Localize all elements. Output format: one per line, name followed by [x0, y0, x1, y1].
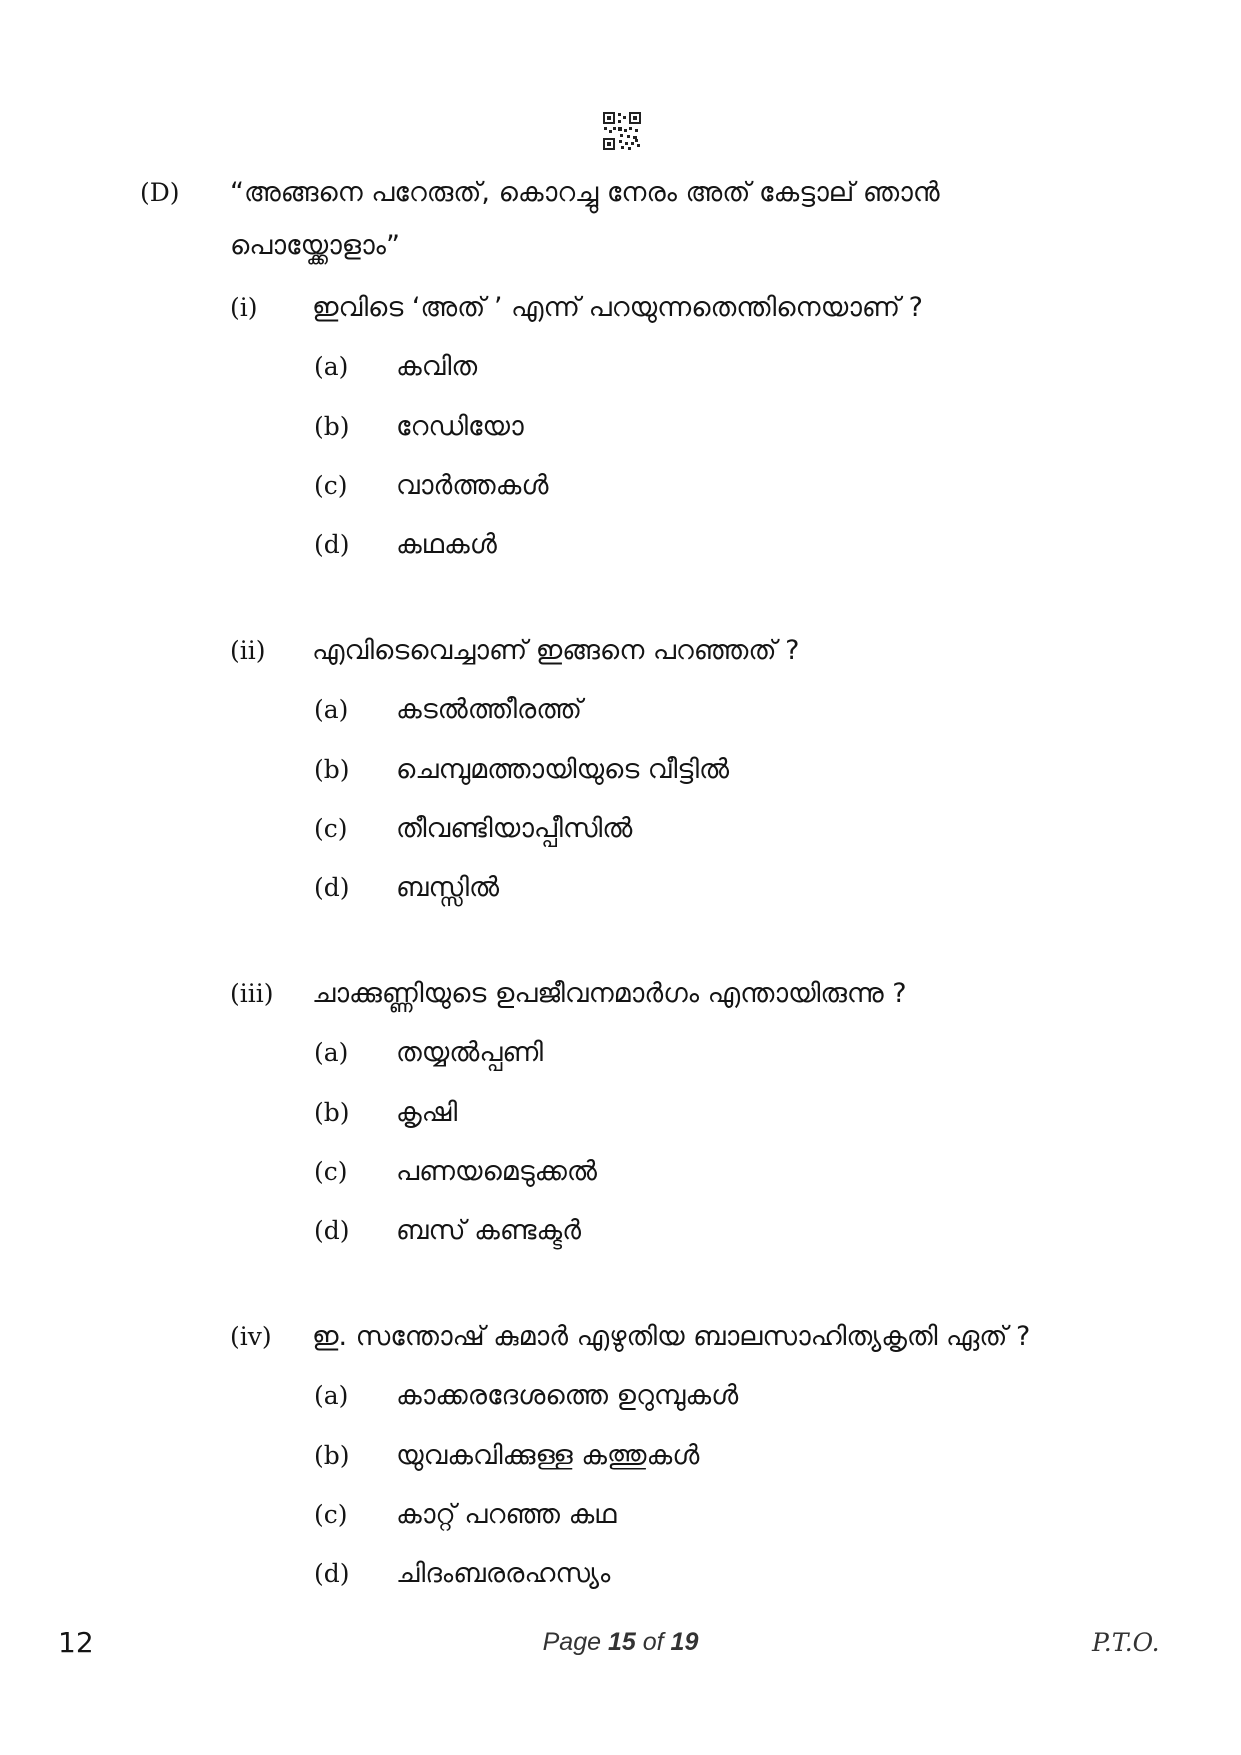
option-text: ചെമ്പുമത്തായിയുടെ വീട്ടിൽ — [396, 754, 730, 785]
option-label: (a) — [314, 1038, 349, 1067]
option-text: കടൽത്തീരത്ത് — [396, 694, 583, 725]
option-label: (a) — [314, 1381, 349, 1410]
sub-question-text: എവിടെവെച്ചാണ് ഇങ്ങനെ പറഞ്ഞത് ? — [312, 635, 800, 666]
question-quote-line1: “അങ്ങനെ പറേരുത്, കൊറച്ചു നേരം അത് കേട്ടാല് ഞാൻ — [230, 177, 940, 208]
option-text: കൃഷി — [396, 1097, 458, 1128]
option-text: കാറ്റ് പറഞ്ഞ കഥ — [396, 1499, 617, 1530]
option-label: (d) — [314, 1216, 350, 1245]
option-text: ബസ്സിൽ — [396, 872, 500, 903]
option-label: (c) — [314, 1157, 348, 1186]
sub-question-label: (iii) — [230, 979, 274, 1008]
page-current: 15 — [607, 1628, 636, 1656]
option-label: (c) — [314, 471, 348, 500]
option-text: തീവണ്ടിയാപ്പീസിൽ — [396, 813, 633, 844]
option-label: (a) — [314, 695, 349, 724]
option-label: (c) — [314, 814, 348, 843]
option-text: ചിദംബരരഹസ്യം — [396, 1558, 611, 1589]
sub-question-text: ഇവിടെ ‘അത് ’ എന്ന് പറയുന്നതെന്തിനെയാണ് ? — [312, 292, 924, 323]
sub-question-text: ഇ. സന്തോഷ് കുമാർ എഴുതിയ ബാലസാഹിത്യകൃതി ഏത് ? — [312, 1321, 1031, 1352]
question-label: (D) — [140, 178, 180, 207]
sub-question-label: (iv) — [230, 1322, 272, 1351]
option-label: (b) — [314, 1098, 350, 1127]
option-text: തയ്യൽപ്പണി — [396, 1037, 543, 1068]
qr-code-icon — [602, 111, 642, 151]
paper-code: 12 — [58, 1626, 94, 1659]
option-text: കഥകൾ — [396, 529, 497, 560]
sub-question-label: (i) — [230, 293, 258, 322]
sub-question-label: (ii) — [230, 636, 266, 665]
question-quote-line2: പൊയ്ക്കോളാം” — [230, 230, 400, 261]
option-text: യുവകവിക്കുള്ള കത്തുകൾ — [396, 1440, 700, 1471]
pto-mark: P.T.O. — [1092, 1628, 1160, 1657]
page-total: 19 — [670, 1628, 699, 1656]
page-prefix: Page — [542, 1628, 602, 1656]
page-indicator — [0, 1628, 1241, 1657]
option-text: കാക്കരദേശത്തെ ഉറുമ്പുകൾ — [396, 1380, 739, 1411]
option-label: (d) — [314, 1559, 350, 1588]
option-text: റേഡിയോ — [396, 411, 524, 442]
sub-question-text: ചാക്കുണ്ണിയുടെ ഉപജീവനമാർഗം എന്തായിരുന്നു ? — [312, 978, 907, 1009]
option-text: ബസ് കണ്ടക്ടർ — [396, 1215, 582, 1246]
option-label: (b) — [314, 1441, 350, 1470]
option-label: (a) — [314, 352, 349, 381]
option-label: (d) — [314, 530, 350, 559]
option-label: (b) — [314, 755, 350, 784]
option-text: പണയമെടുക്കൽ — [396, 1156, 597, 1187]
page-of: of — [642, 1628, 664, 1656]
option-label: (b) — [314, 412, 350, 441]
option-label: (d) — [314, 873, 350, 902]
option-text: വാർത്തകൾ — [396, 470, 549, 501]
option-label: (c) — [314, 1500, 348, 1529]
option-text: കവിത — [396, 351, 478, 382]
